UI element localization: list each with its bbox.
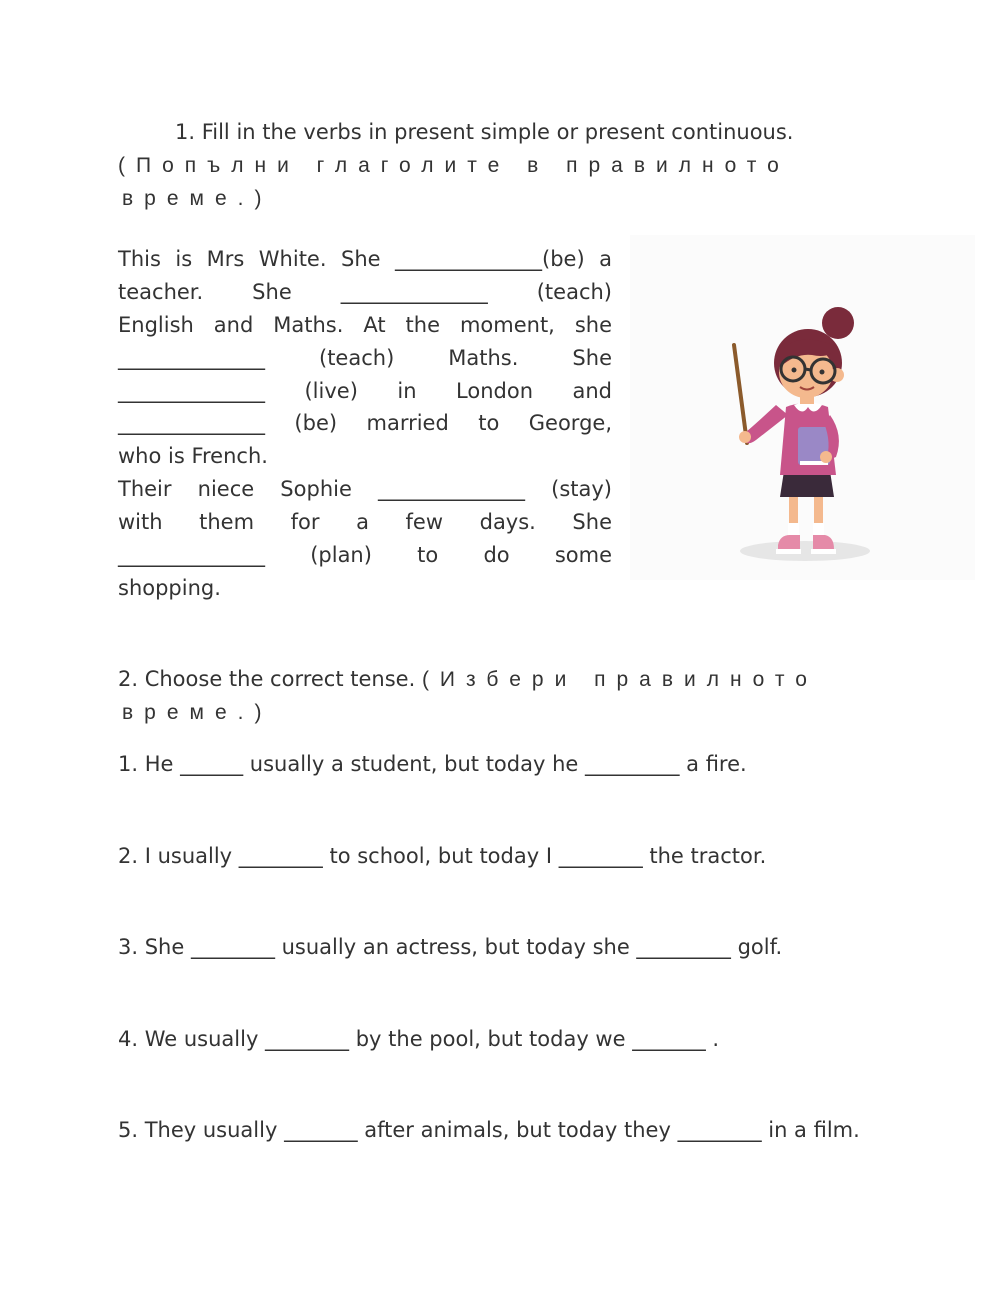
exercise-2-title [118,669,818,690]
paragraph-line: who is French. [118,444,268,468]
paragraph-line: Their niece Sophie ______________ (stay) [118,477,612,501]
paragraph-line: ______________ (be) married to George, [118,411,612,435]
paragraph-line: ______________ (plan) to do some [118,543,612,567]
paragraph-line: teacher. She ______________ (teach) [118,280,612,304]
sentence-1: 1. He ______ usually a student, but today he _________ a fire. [118,752,747,776]
paragraph-line: shopping. [118,576,221,600]
paragraph-line: English and Maths. At the moment, she [118,313,612,337]
exercise-1-translation-line-2: време.) [122,187,273,210]
sentence-3: 3. She ________ usually an actress, but today she _________ golf. [118,935,783,959]
teacher-icon [630,235,975,580]
paragraph-line: ______________ (teach) Maths. She [118,346,612,370]
exercise-1-title: 1. Fill in the verbs in present simple or present continuous. [175,120,794,144]
paragraph-line: ______________ (live) in London and [118,379,612,403]
exercise-2-translation-line-2: време.) [122,701,273,724]
sentence-5: 5. They usually _______ after animals, but today they ________ in a film. [118,1118,860,1142]
sentence-4: 4. We usually ________ by the pool, but today we _______ . [118,1027,720,1051]
sentence-2: 2. I usually ________ to school, but today I ________ the tractor. [118,844,767,868]
paragraph-line: with them for a few days. She [118,510,612,534]
paragraph-line: This is Mrs White. She ______________(be) a [118,247,612,271]
exercise-1-translation-line-1: (Попълни глаголите в правилното [118,154,790,177]
teacher-illustration [630,235,975,580]
exercise-2-title-prefix: 2. Choose the correct tense. [118,667,422,691]
exercise-2-translation-line-1: (Избери правилното [421,668,818,691]
